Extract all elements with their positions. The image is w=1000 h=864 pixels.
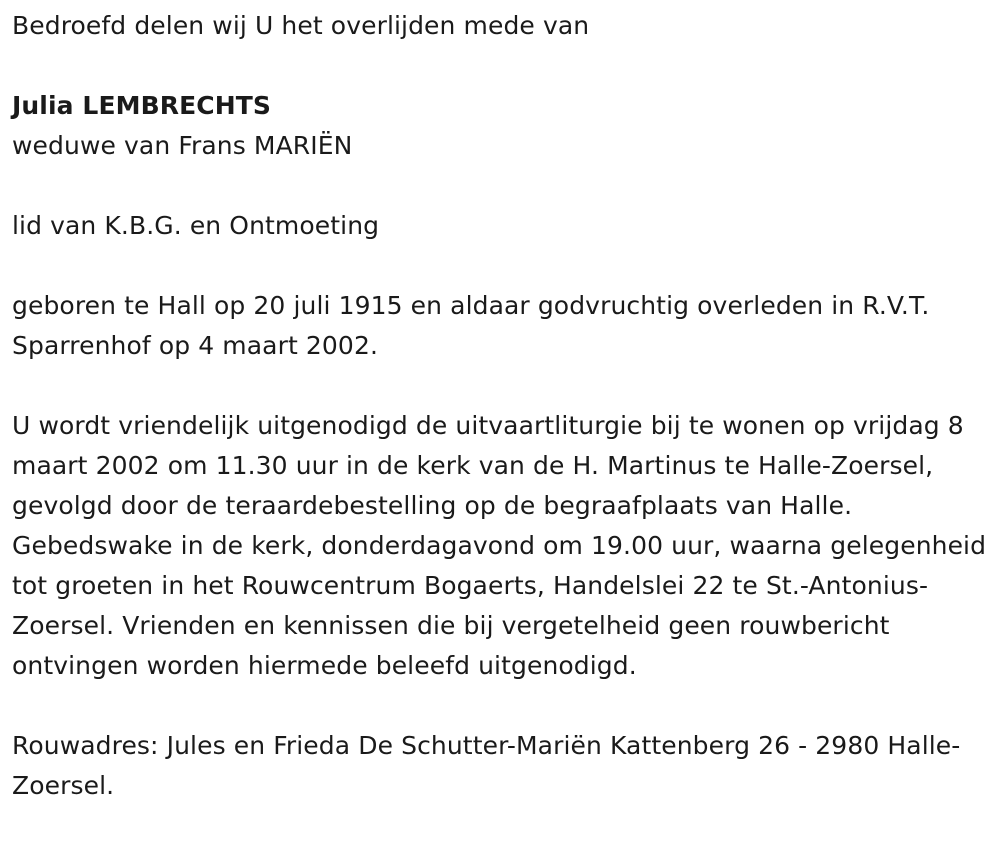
spacer	[12, 686, 987, 726]
birth-death-text: geboren te Hall op 20 juli 1915 en aldaar godvruchtig overleden in R.V.T. Sparrenhof op 4 maart 2002.	[12, 291, 930, 360]
spacer	[12, 166, 987, 206]
intro-text: Bedroefd delen wij U het overlijden mede van	[12, 11, 590, 40]
membership-text: lid van K.B.G. en Ontmoeting	[12, 211, 380, 240]
spacer	[12, 46, 987, 86]
obituary-notice	[12, 6, 987, 806]
spacer	[12, 246, 987, 286]
mourning-address: Rouwadres: Jules en Frieda De Schutter-Mariën Kattenberg 26 - 2980 Halle-Zoersel.	[12, 731, 961, 800]
funeral-paragraph: U wordt vriendelijk uitgenodigd de uitvaartliturgie bij te wonen op vrijdag 8 maart 2002 om 11.30 uur in de kerk van de H. Martinus te Halle-Zoersel, gevolgd door de teraardebestelling op de begraafplaats van Halle. Gebedswake in de kerk, donderdagavond om 19.00 uur, waarna gelegenheid tot groeten in het Rouwcentrum Bogaerts, Handelslei 22 te St.-Antonius-Zoersel. Vrienden en kennissen die bij vergetelheid geen rouwbericht ontvingen worden hiermede beleefd uitgenodigd.	[12, 411, 987, 680]
deceased-name: Julia LEMBRECHTS	[12, 91, 272, 120]
spacer	[12, 366, 987, 406]
spouse-text: weduwe van Frans MARIËN	[12, 131, 353, 160]
